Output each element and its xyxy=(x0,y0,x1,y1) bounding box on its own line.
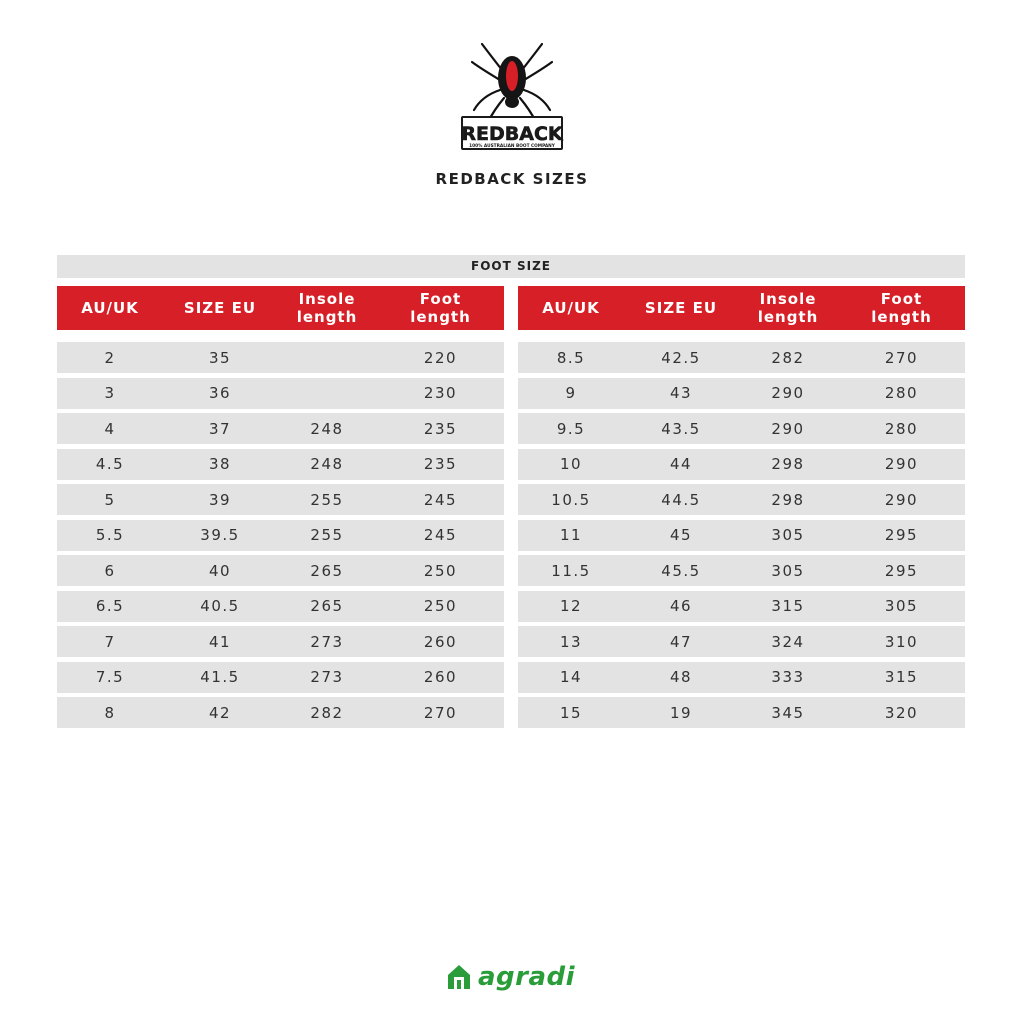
size-table-left xyxy=(57,286,504,733)
cell-au-uk: 8 xyxy=(104,703,116,722)
cell-size-eu: 19 xyxy=(669,703,693,722)
header-au-uk: AU/UK xyxy=(81,299,139,317)
table-row xyxy=(57,555,504,586)
cell-insole-length: 305 xyxy=(771,561,805,580)
table-body xyxy=(518,342,965,728)
header-size-eu: SIZE EU xyxy=(644,299,718,317)
cell-au-uk: 6.5 xyxy=(95,597,125,615)
cell-insole-length: 298 xyxy=(771,455,805,473)
cell-insole-length: 265 xyxy=(310,561,344,580)
cell-foot-length: 280 xyxy=(884,384,919,402)
cell-size-eu: 41.5 xyxy=(200,668,240,686)
cell-foot-length: 235 xyxy=(423,455,458,473)
table-row xyxy=(518,520,965,551)
cell-size-eu: 43 xyxy=(669,384,693,402)
cell-foot-length: 260 xyxy=(423,632,458,651)
table-row xyxy=(57,591,504,622)
cell-au-uk: 7.5 xyxy=(95,668,125,686)
agradi-wordmark: agradi xyxy=(478,962,576,992)
cell-size-eu: 40 xyxy=(208,561,232,580)
cell-size-eu: 44 xyxy=(669,455,693,473)
cell-foot-length: 230 xyxy=(423,384,458,402)
cell-au-uk: 10 xyxy=(559,455,583,473)
table-row xyxy=(57,662,504,693)
header-size-eu: SIZE EU xyxy=(183,299,257,317)
cell-insole-length: 282 xyxy=(310,703,344,722)
page-title: REDBACK SIZES xyxy=(435,170,589,188)
cell-foot-length: 220 xyxy=(423,348,458,367)
cell-au-uk: 3 xyxy=(104,384,116,402)
header-insole-length: Insole length xyxy=(757,290,819,326)
cell-size-eu: 45 xyxy=(669,526,693,544)
cell-au-uk: 10.5 xyxy=(551,490,591,509)
cell-au-uk: 11 xyxy=(559,526,583,544)
cell-size-eu: 41 xyxy=(208,632,232,651)
cell-foot-length: 295 xyxy=(884,561,919,580)
cell-foot-length: 305 xyxy=(884,597,919,615)
table-row xyxy=(518,555,965,586)
cell-size-eu: 42.5 xyxy=(661,348,701,367)
cell-size-eu: 42 xyxy=(208,703,232,722)
cell-foot-length: 245 xyxy=(423,526,458,544)
cell-size-eu: 46 xyxy=(669,597,693,615)
cell-foot-length: 270 xyxy=(884,348,919,367)
cell-size-eu: 47 xyxy=(669,632,693,651)
header-foot-length: Foot length xyxy=(871,290,932,326)
cell-foot-length: 270 xyxy=(423,703,458,722)
table-row xyxy=(57,520,504,551)
agradi-house-icon xyxy=(446,963,472,991)
cell-size-eu: 44.5 xyxy=(661,490,701,509)
cell-insole-length: 255 xyxy=(310,526,344,544)
cell-au-uk: 11.5 xyxy=(551,561,591,580)
cell-insole-length: 282 xyxy=(771,348,805,367)
cell-size-eu: 38 xyxy=(208,455,232,473)
cell-size-eu: 45.5 xyxy=(661,561,701,580)
cell-size-eu: 43.5 xyxy=(661,419,701,438)
redback-logo xyxy=(458,40,566,156)
table-row xyxy=(57,697,504,728)
cell-insole-length: 248 xyxy=(310,419,344,438)
cell-foot-length: 250 xyxy=(423,597,458,615)
table-row xyxy=(57,413,504,444)
logo-wordmark: REDBACK xyxy=(461,123,563,145)
cell-foot-length: 250 xyxy=(423,561,458,580)
header-au-uk: AU/UK xyxy=(542,299,600,317)
table-row xyxy=(518,626,965,657)
cell-au-uk: 4 xyxy=(104,419,116,438)
agradi-brand xyxy=(446,960,586,994)
header-insole-length: Insole length xyxy=(296,290,358,326)
cell-au-uk: 14 xyxy=(559,668,583,686)
cell-insole-length: 265 xyxy=(310,597,344,615)
cell-au-uk: 4.5 xyxy=(95,455,125,473)
table-header xyxy=(518,286,965,330)
table-row xyxy=(518,591,965,622)
table-row xyxy=(518,413,965,444)
cell-au-uk: 6 xyxy=(104,561,116,580)
cell-size-eu: 37 xyxy=(208,419,232,438)
cell-foot-length: 290 xyxy=(884,490,919,509)
table-row xyxy=(57,484,504,515)
size-table-right xyxy=(518,286,965,733)
cell-au-uk: 12 xyxy=(559,597,583,615)
cell-insole-length: 345 xyxy=(771,703,805,722)
cell-insole-length: 324 xyxy=(771,632,805,651)
cell-insole-length: 315 xyxy=(771,597,805,615)
redback-spider-icon xyxy=(458,40,566,156)
cell-au-uk: 5 xyxy=(104,490,116,509)
table-row xyxy=(57,342,504,373)
table-row xyxy=(518,484,965,515)
cell-insole-length: 298 xyxy=(771,490,805,509)
cell-foot-length: 280 xyxy=(884,419,919,438)
cell-au-uk: 9.5 xyxy=(556,419,586,438)
cell-au-uk: 2 xyxy=(104,348,116,367)
table-row xyxy=(57,378,504,409)
cell-insole-length: 290 xyxy=(771,384,805,402)
cell-size-eu: 48 xyxy=(669,668,693,686)
table-row xyxy=(518,449,965,480)
cell-size-eu: 40.5 xyxy=(200,597,240,615)
cell-size-eu: 36 xyxy=(208,384,232,402)
table-row xyxy=(518,378,965,409)
cell-foot-length: 320 xyxy=(884,703,919,722)
table-row xyxy=(57,449,504,480)
cell-au-uk: 5.5 xyxy=(95,526,125,544)
table-row xyxy=(518,662,965,693)
cell-insole-length: 255 xyxy=(310,490,344,509)
cell-insole-length: 273 xyxy=(310,632,344,651)
cell-foot-length: 315 xyxy=(884,668,919,686)
cell-insole-length: 305 xyxy=(771,526,805,544)
foot-size-section-title: FOOT SIZE xyxy=(57,255,965,278)
header-foot-length: Foot length xyxy=(410,290,471,326)
cell-foot-length: 310 xyxy=(884,632,919,651)
logo-tagline: 100% AUSTRALIAN BOOT COMPANY xyxy=(469,144,555,149)
cell-foot-length: 245 xyxy=(423,490,458,509)
cell-size-eu: 35 xyxy=(208,348,232,367)
cell-au-uk: 13 xyxy=(559,632,583,651)
cell-size-eu: 39.5 xyxy=(200,526,240,544)
table-row xyxy=(518,342,965,373)
table-header xyxy=(57,286,504,330)
cell-foot-length: 295 xyxy=(884,526,919,544)
cell-au-uk: 8.5 xyxy=(556,348,586,367)
cell-au-uk: 9 xyxy=(565,384,577,402)
cell-insole-length: 333 xyxy=(771,668,805,686)
table-body xyxy=(57,342,504,728)
table-row xyxy=(57,626,504,657)
cell-insole-length: 273 xyxy=(310,668,344,686)
cell-foot-length: 235 xyxy=(423,419,458,438)
table-row xyxy=(518,697,965,728)
cell-insole-length: 290 xyxy=(771,419,805,438)
cell-au-uk: 7 xyxy=(104,632,116,651)
cell-foot-length: 290 xyxy=(884,455,919,473)
cell-insole-length: 248 xyxy=(310,455,344,473)
cell-au-uk: 15 xyxy=(559,703,583,722)
cell-size-eu: 39 xyxy=(208,490,232,509)
cell-foot-length: 260 xyxy=(423,668,458,686)
